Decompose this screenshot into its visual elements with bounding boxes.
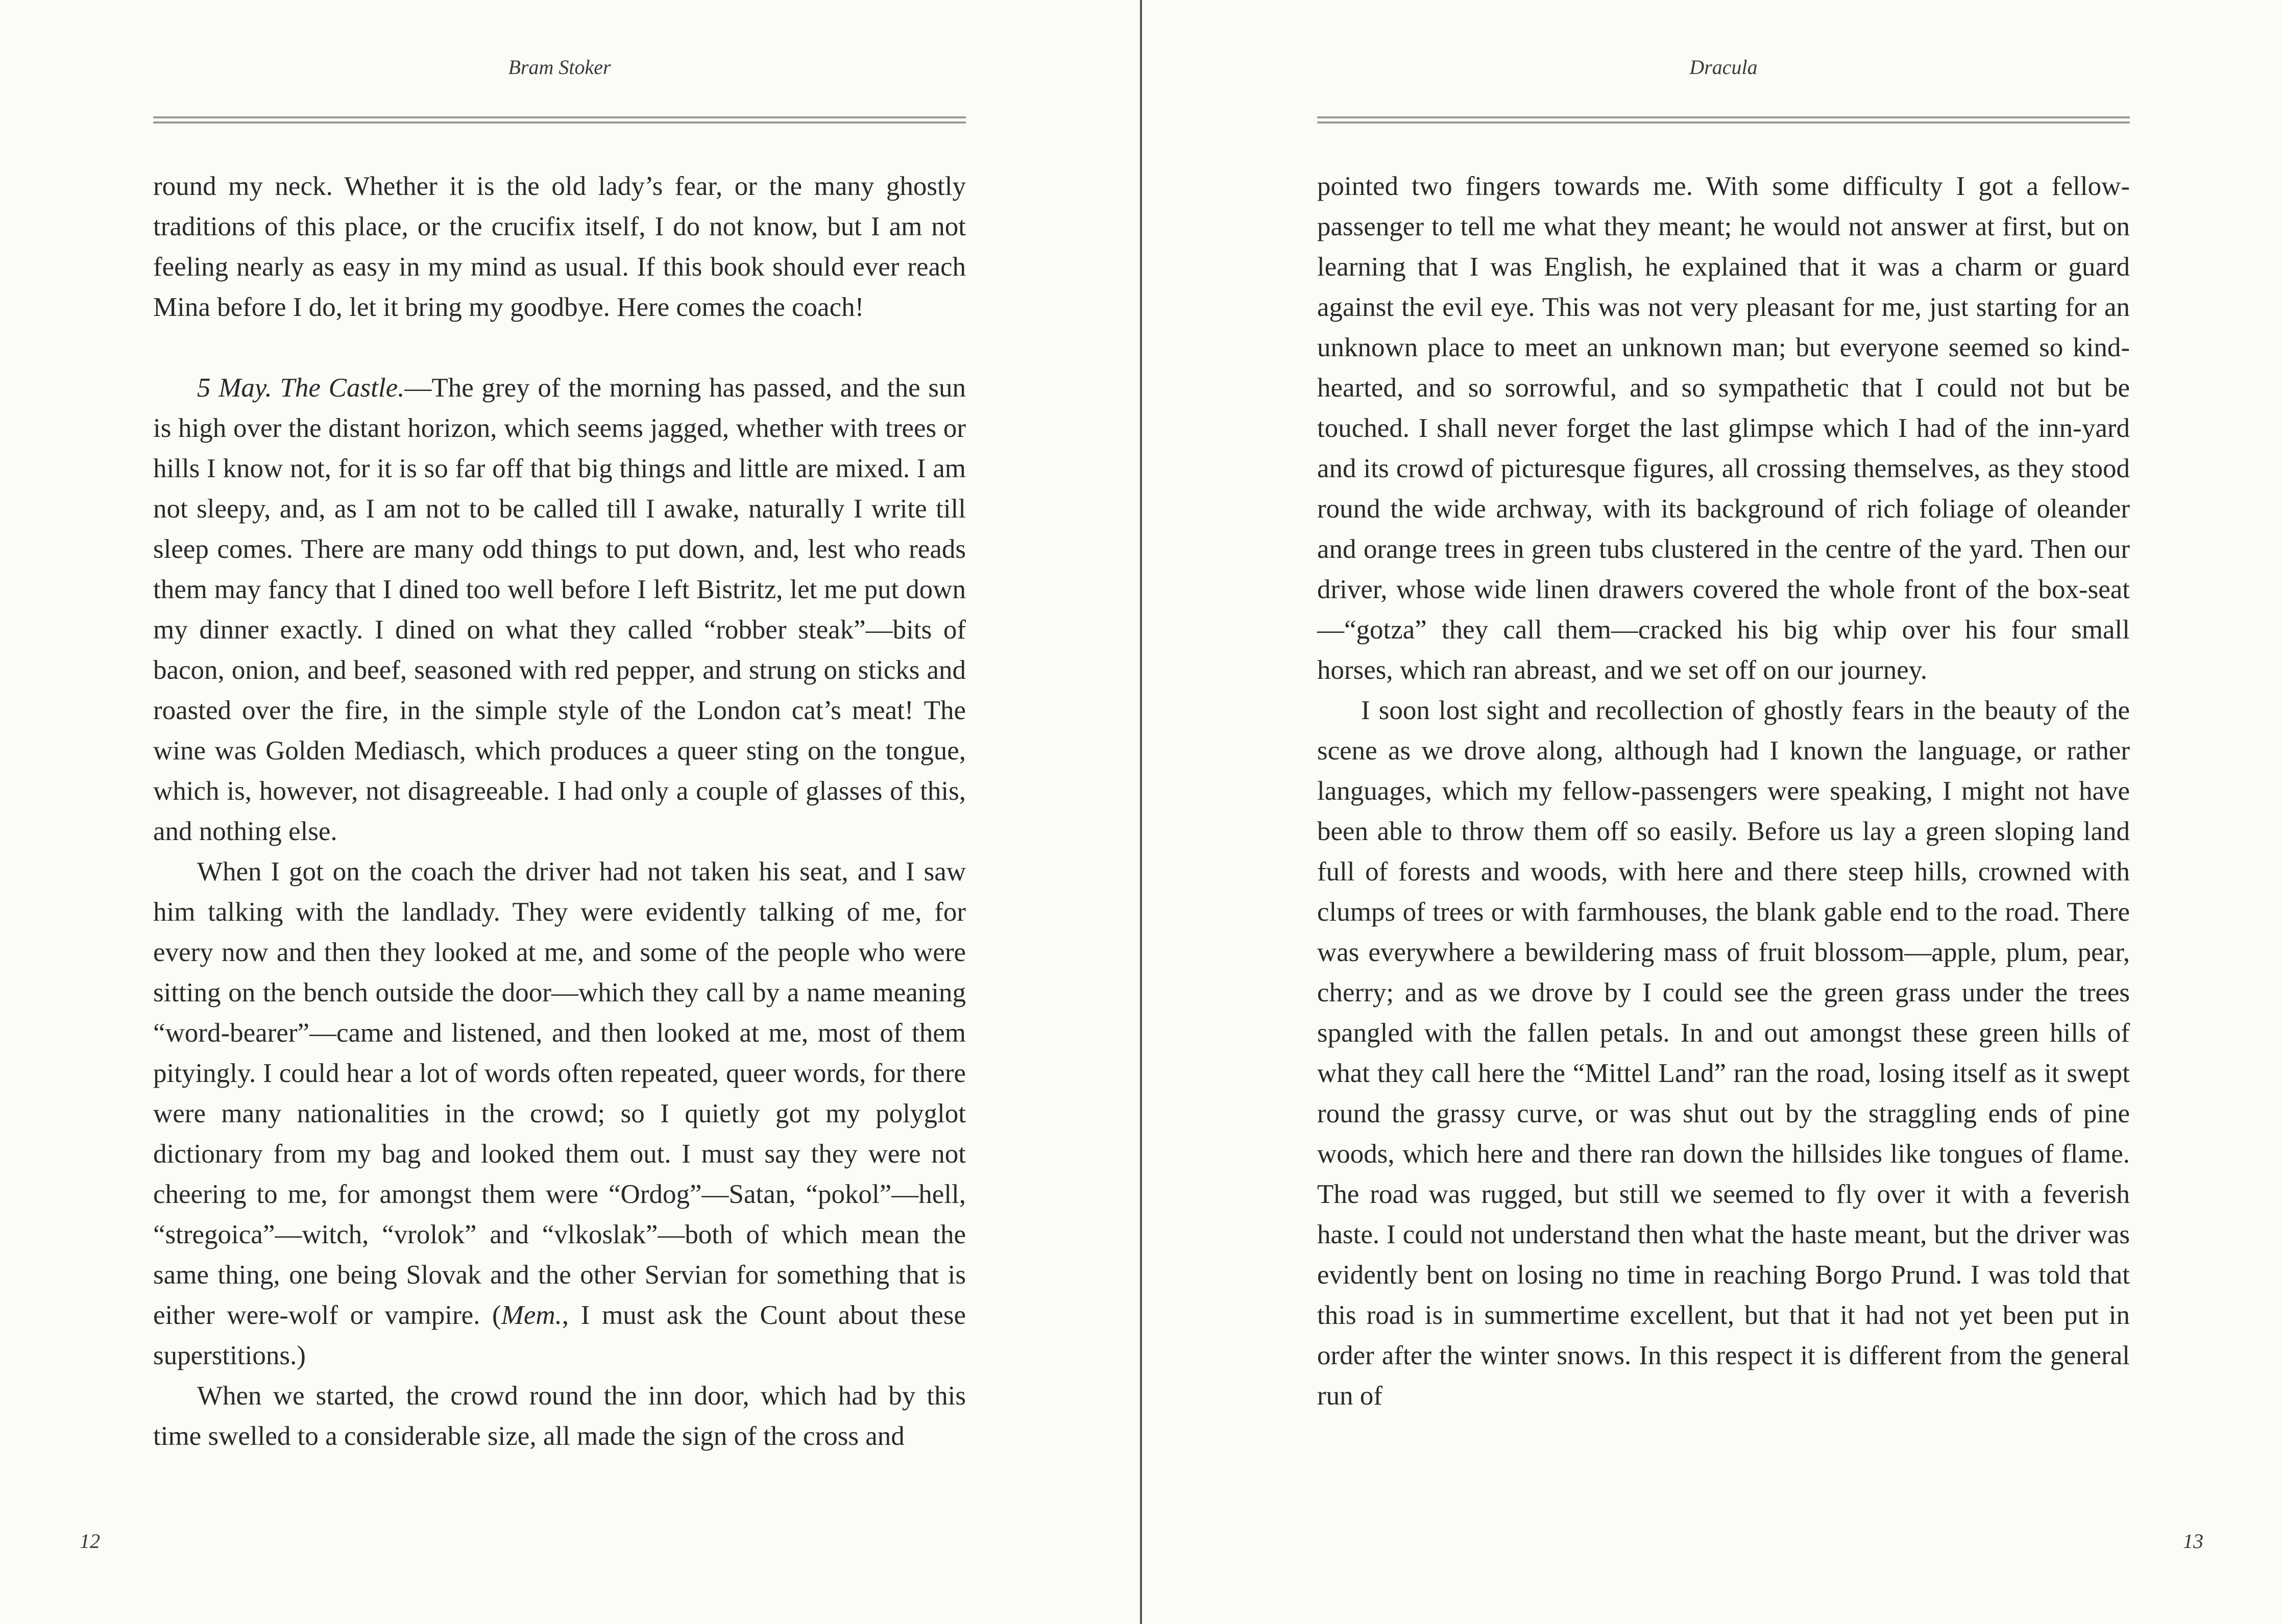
paragraph-2-text: —The grey of the morning has passed, and the sun is high over the distant horizon, which seems jagged, whether with trees or hills I know not, for it is so far off that big things and little are mixed. I am not sleepy, and, as I am not to be called till I awake, naturally I write till sleep comes. There are many odd things to put down, and, lest who reads them may fancy that I dined too well before I left Bistritz, let me put down my dinner exactly. I dined on what they called “robber steak”—bits of bacon, onion, and beef, seasoned with red pepper, and strung on sticks and roasted over the fire, in the simple style of the London cat’s meat! The wine was Golden Mediasch, which produces a queer sting on the tongue, which is, however, not disagreeable. I had only a couple of glasses of this, and nothing else. [153, 373, 966, 846]
paragraph-2: I soon lost sight and recollection of ghostly fears in the beauty of the scene as we drove along, although had I known the language, or rather languages, which my fellow-passengers were speaking, I might not have been able to throw them off so easily. Before us lay a green sloping land full of forests and woods, with here and there steep hills, crowned with clumps of trees or with farmhouses, the blank gable end to the road. There was everywhere a bewildering mass of fruit blossom—apple, plum, pear, cherry; and as we drove by I could see the green grass under the trees spangled with the fallen petals. In and out amongst these green hills of what they call here the “Mittel Land” ran the road, losing itself as it swept round the grassy curve, or was shut out by the straggling ends of pine woods, which here and there ran down the hillsides like tongues of flame. The road was rugged, but still we seemed to fly over it with a feverish haste. I could not understand then what the haste meant, but the driver was evidently bent on losing no time in reaching Borgo Prund. I was told that this road is in summertime excellent, but that it had not yet been put in order after the winter snows. In this respect it is different from the general run of [1317, 696, 2130, 1411]
running-head-author: Bram Stoker [508, 56, 611, 79]
header-rule [1317, 116, 2130, 124]
paragraph-3-text-end: , I must ask the Count about these superstitions.) [153, 1300, 966, 1370]
paragraph-1: pointed two fingers towards me. With some difficulty I got a fellow-passenger to tell me what they meant; he would not answer at first, but on learning that I was English, he explained that it was a charm or guard against the evil eye. This was not very pleasant for me, just starting for an unknown place to meet an unknown man; but everyone seemed so kind-hearted, and so sorrowful, and so sympathetic that I could not but be touched. I shall never forget the last glimpse which I had of the inn-yard and its crowd of picturesque figures, all crossing themselves, as they stood round the wide archway, with its background of rich foliage of oleander and orange trees in green tubs clustered in the centre of the yard. Then our driver, whose wide linen drawers covered the whole front of the box-seat—“gotza” they call them—cracked his big whip over his four small horses, which ran abreast, and we set off on our journey. [1317, 171, 2130, 685]
memo-abbrev: Mem. [501, 1300, 562, 1330]
diary-entry-heading: 5 May. The Castle. [197, 373, 405, 403]
right-page-body [1317, 166, 2130, 1416]
left-page-body [153, 166, 966, 1457]
page-number: 12 [80, 1530, 100, 1553]
page-number: 13 [2183, 1530, 2203, 1553]
paragraph-4: When we started, the crowd round the inn door, which had by this time swelled to a considerable size, all made the sign of the cross and [153, 1381, 966, 1451]
paragraph-3 [153, 852, 966, 1376]
paragraph-1: round my neck. Whether it is the old lady’s fear, or the many ghostly traditions of this place, or the crucifix itself, I do not know, but I am not feeling nearly as easy in my mind as usual. If this book should ever reach Mina before I do, let it bring my goodbye. Here comes the coach! [153, 171, 966, 322]
paragraph-2 [153, 368, 966, 852]
paragraph-3-text: When I got on the coach the driver had not taken his seat, and I saw him talking with the landlady. They were evidently talking of me, for every now and then they looked at me, and some of the people who were sitting on the bench outside the door—which they call by a name meaning “word-bearer”—came and listened, and then looked at me, most of them pityingly. I could hear a lot of words often repeated, queer words, for there were many nationalities in the crowd; so I quietly got my polyglot dictionary from my bag and looked them out. I must say they were not cheering to me, for amongst them were “Ordog”—Satan, “pokol”—hell, “stregoica”—witch, “vrolok” and “vlkoslak”—both of which mean the same thing, one being Slovak and the other Servian for something that is either were-wolf or vampire. ( [153, 857, 966, 1330]
running-head-title: Dracula [1689, 56, 1758, 79]
right-page [1142, 0, 2283, 1624]
header-rule [153, 116, 966, 124]
